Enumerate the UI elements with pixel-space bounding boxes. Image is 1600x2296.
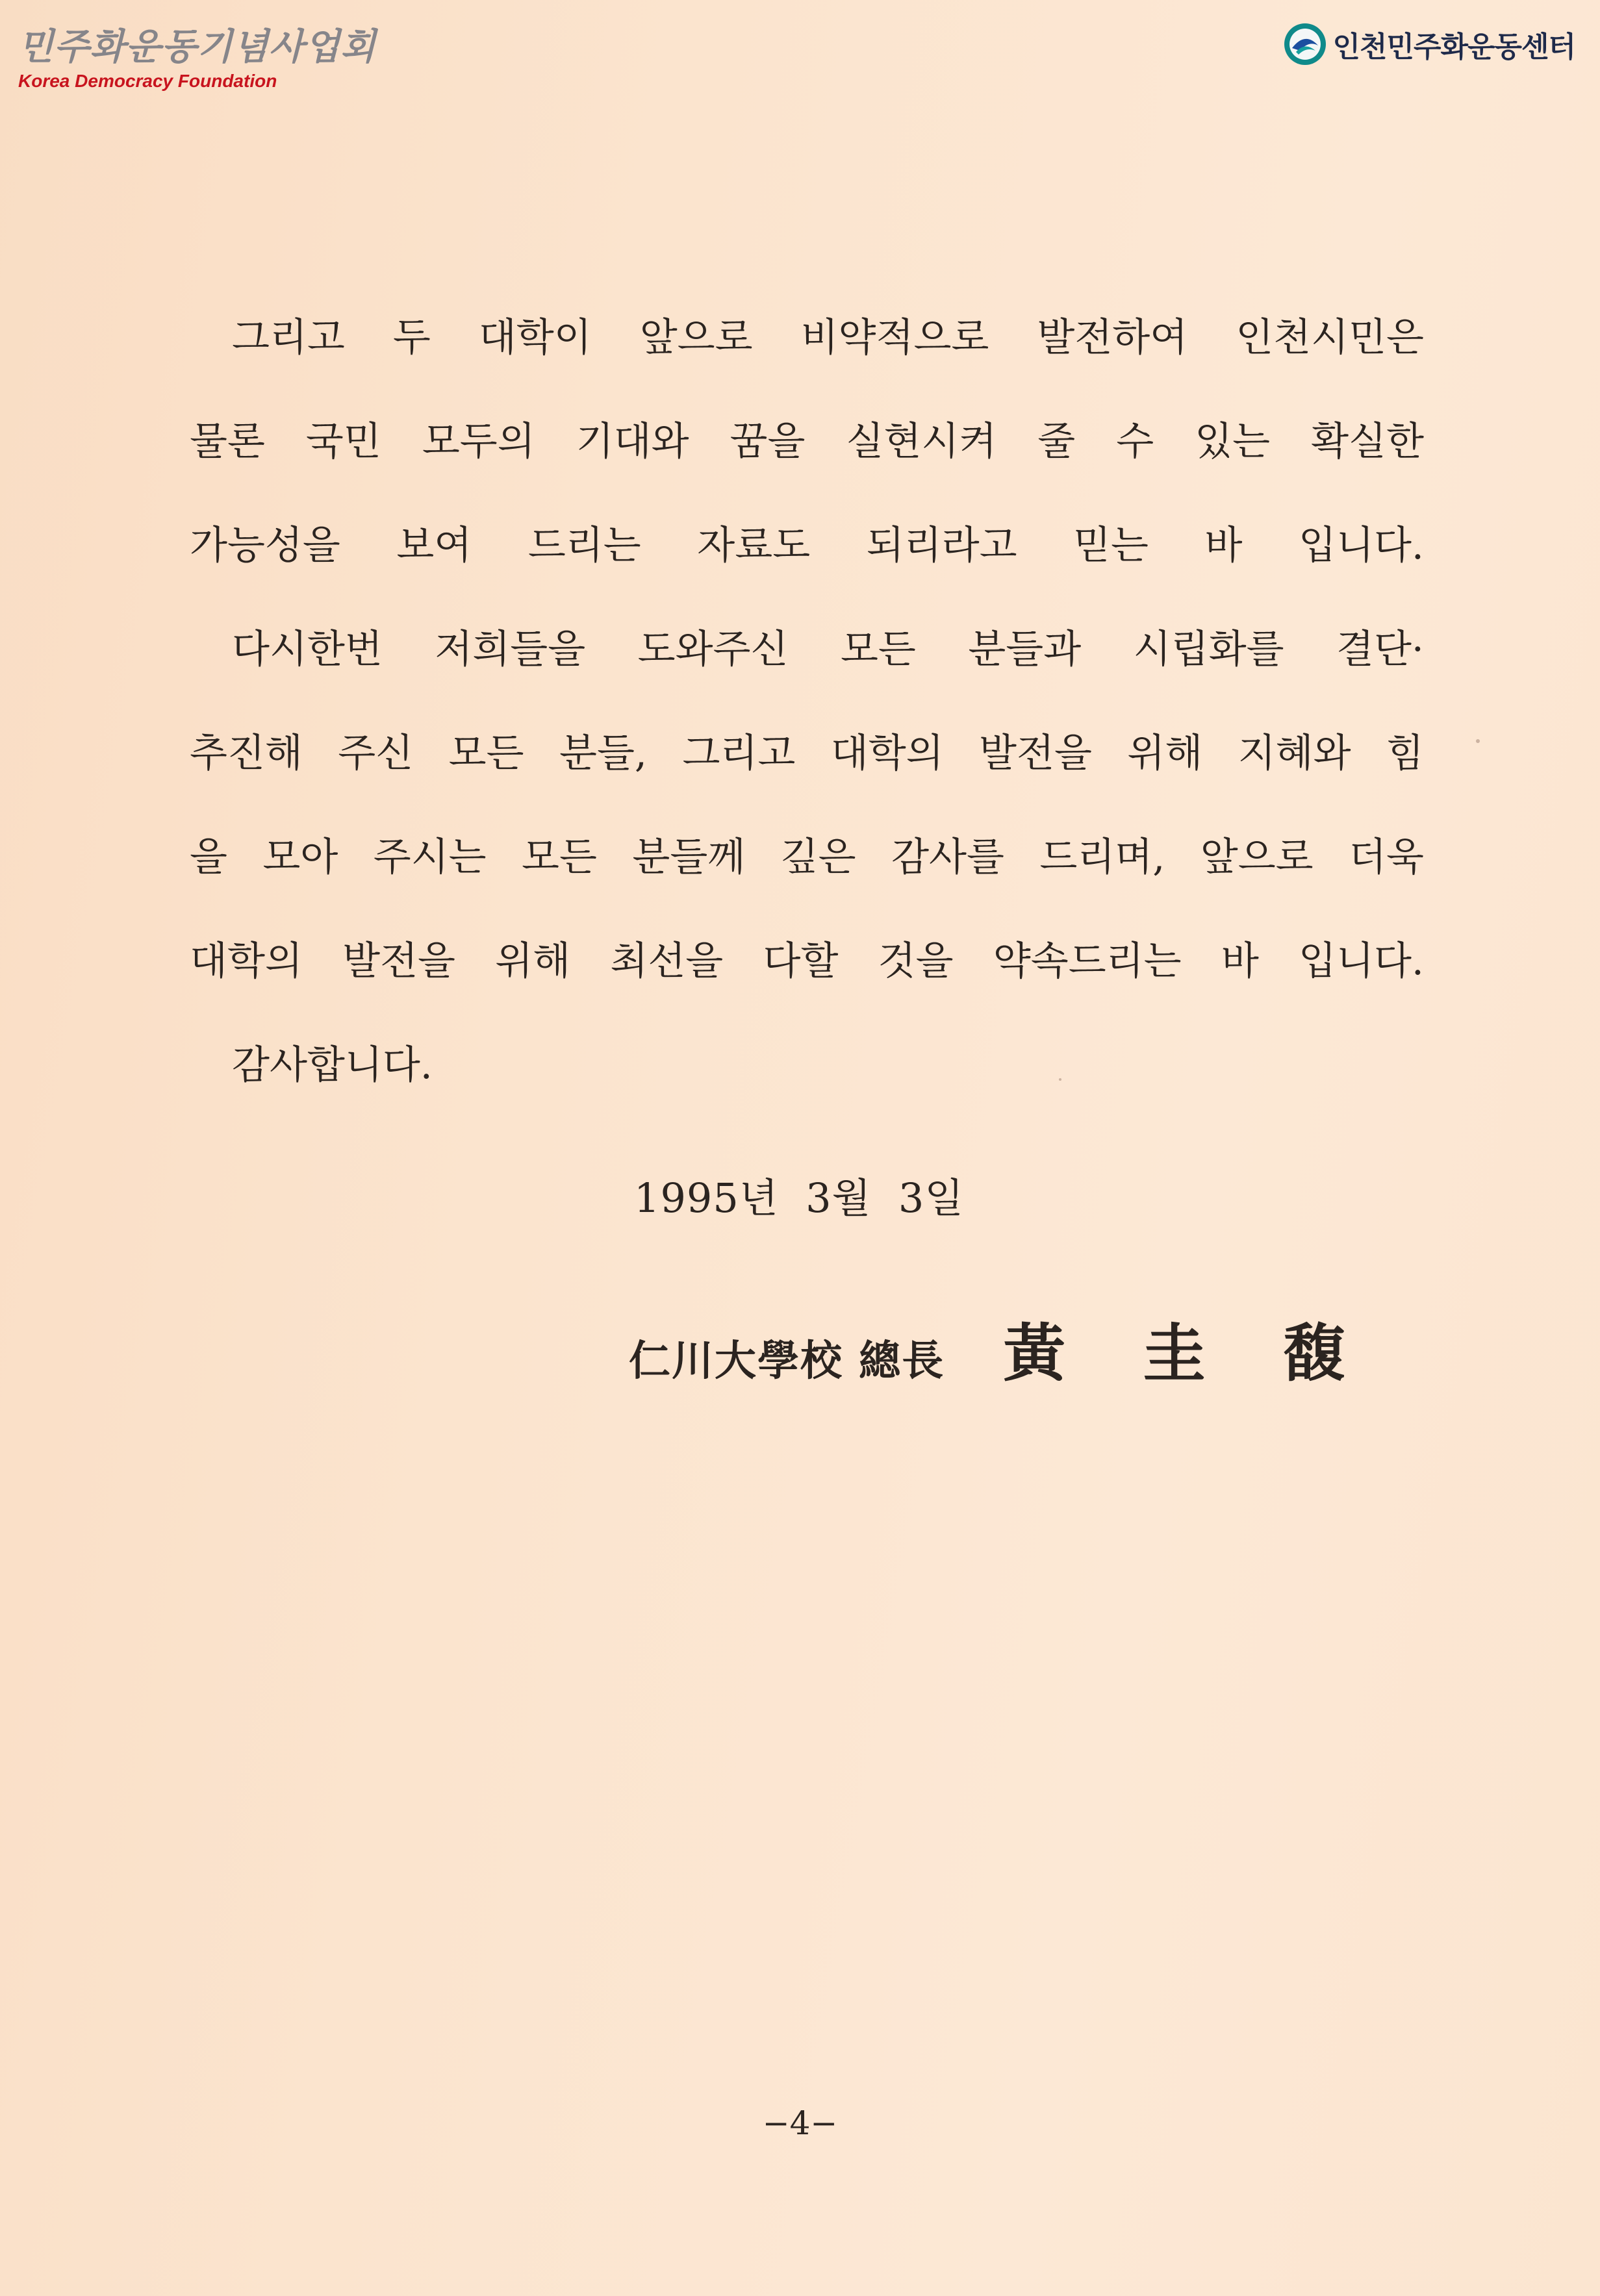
letter-line: 추진해 주신 모든 분들, 그리고 대학의 발전을 위해 지혜와 힘 xyxy=(190,731,1424,776)
paper-speck xyxy=(1059,1078,1061,1081)
center-name: 인천민주화운동센터 xyxy=(1332,31,1575,64)
letter-line: 을 모아 주시는 모든 분들께 깊은 감사를 드리며, 앞으로 더욱 xyxy=(190,835,1424,880)
signature-name: 黃 圭 馥 xyxy=(1003,1317,1351,1390)
foundation-name-korean: 민주화운동기념사업회 xyxy=(18,26,376,68)
paper-speck xyxy=(1476,739,1480,743)
letter-line: 물론 국민 모두의 기대와 꿈을 실현시켜 줄 수 있는 확실한 xyxy=(190,419,1424,464)
signature xyxy=(629,1304,1351,1393)
letter-date: 1995년 3월 3일 xyxy=(634,1174,965,1222)
incheon-democracy-center-logo-icon xyxy=(1283,22,1327,66)
letter-line: 다시한번 저희들을 도와주신 모든 분들과 시립화를 결단· xyxy=(232,627,1424,672)
foundation-logo xyxy=(18,25,376,92)
letter-line: 감사합니다. xyxy=(232,1042,433,1088)
signature-title: 仁川大學校 總長 xyxy=(629,1337,945,1385)
center-logo xyxy=(1283,22,1575,66)
letter-line: 가능성을 보여 드리는 자료도 되리라고 믿는 바 입니다. xyxy=(190,523,1424,568)
letter-line: 대학의 발전을 위해 최선을 다할 것을 약속드리는 바 입니다. xyxy=(190,939,1424,984)
letter-body xyxy=(190,286,1424,1117)
foundation-name-english: Korea Democracy Foundation xyxy=(18,71,277,91)
page-number: −4− xyxy=(762,2104,838,2142)
letter-line: 그리고 두 대학이 앞으로 비약적으로 발전하여 인천시민은 xyxy=(232,315,1424,360)
